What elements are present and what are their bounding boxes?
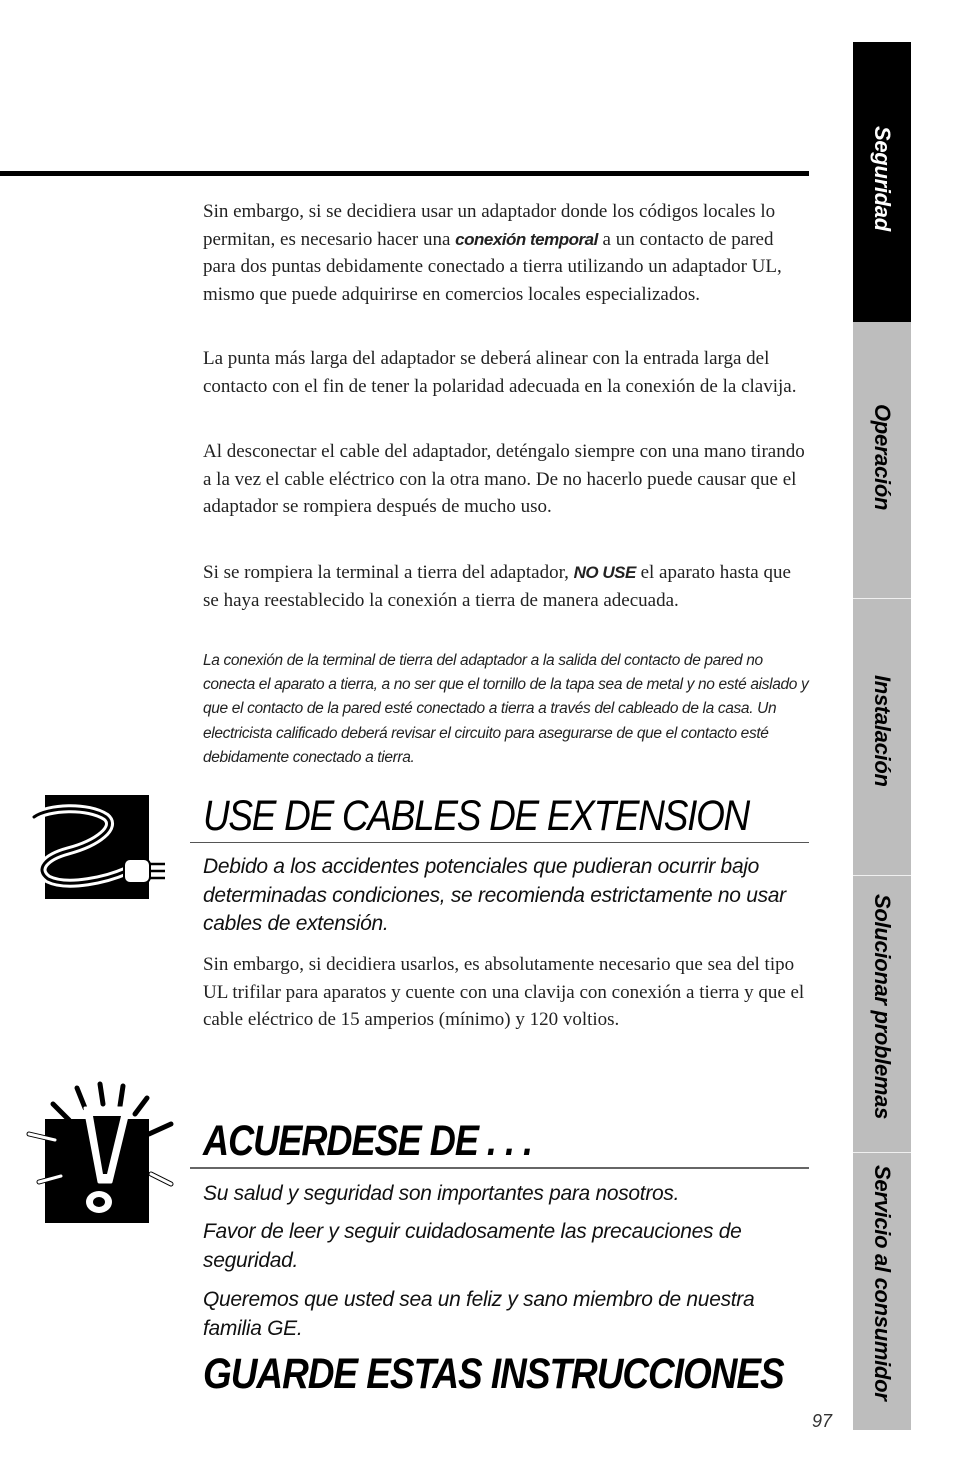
remember-heading: ACUERDESE DE . . . <box>203 1117 533 1165</box>
paragraph-text: Al desconectar el cable del adaptador, deténgalo siempre con una mano tirando a la vez el cable eléctrico con la otra mano. De no hacerlo puede causar que el adaptador se rompiera después de mucho uso. <box>203 441 805 518</box>
paragraph-broken-terminal <box>203 559 809 614</box>
tab-solucionar-problemas[interactable] <box>853 876 911 1152</box>
remember-text: Su salud y seguridad son importantes para nosotros. <box>203 1182 680 1205</box>
grounding-note: La conexión de la terminal de tierra del adaptador a la salida del contacto de pared no conecta el aparato a tierra, a no ser que el tornillo de la tapa sea de metal y no esté aislado y que el contacto de la pared esté conectado a tierra a través del cableado de la casa. Un electricista calificado deberá revisar el circuito para asegurarse de que el contacto esté debidamente conectado a tierra. <box>203 652 809 766</box>
extension-heading: USE DE CABLES DE EXTENSION <box>203 792 749 840</box>
tab-servicio-al-consumidor[interactable] <box>853 1153 911 1430</box>
tab-label: Seguridad <box>870 126 895 231</box>
paragraph-temporary-connection <box>203 198 809 309</box>
section-tabs <box>853 42 911 1430</box>
tab-instalacion[interactable] <box>853 599 911 875</box>
paragraph-text: Sin embargo, si se decidiera usar un adaptador donde los códigos locales lo permitan, es necesario hacer una <box>203 201 776 250</box>
keyword-no-use: NO USE <box>573 563 636 582</box>
paragraph-text: el aparato hasta que se haya reestablecido la conexión a tierra de manera adecuada. <box>203 562 791 611</box>
tab-label: Servicio al consumidor <box>870 1165 895 1401</box>
tab-label: Operación <box>870 404 895 511</box>
remember-rule <box>190 1167 809 1169</box>
remember-text: Favor de leer y seguir cuidadosamente las precauciones de seguridad. <box>203 1220 742 1272</box>
paragraph-disconnect <box>203 438 809 521</box>
page-number: 97 <box>812 1411 833 1431</box>
save-instructions-heading: GUARDE ESTAS INSTRUCCIONES <box>203 1350 784 1398</box>
paragraph-text: a un contacto de pared para dos puntas debidamente conectado a tierra utilizando un adaptador UL, mismo que puede adquirirse en comercios locales especializados. <box>203 228 782 306</box>
remember-text: Queremos que usted sea un feliz y sano miembro de nuestra familia GE. <box>203 1288 755 1340</box>
top-rule <box>0 171 809 176</box>
extension-rule <box>190 842 809 843</box>
tab-operacion[interactable] <box>853 322 911 598</box>
extension-warning-text: Debido a los accidentes potenciales que pudieran ocurrir bajo determinadas condiciones, se recomienda estrictamente no usar cables de extensión. <box>203 855 786 935</box>
paragraph-text: Sin embargo, si decidiera usarlos, es absolutamente necesario que sea del tipo UL trifilar para aparatos y cuente con una clavija con conexión a tierra y que el cable eléctrico de 15 amperios (mínimo) y 120 voltios. <box>203 954 805 1031</box>
paragraph-polarity <box>203 345 809 400</box>
remember-line-2 <box>203 1218 809 1275</box>
tab-label: Solucionar problemas <box>870 894 895 1120</box>
extension-warning <box>203 853 809 939</box>
keyword-temporary-connection: conexión temporal <box>455 229 598 249</box>
remember-line-1 <box>203 1180 809 1209</box>
exclamation-burst-icon <box>25 1078 175 1228</box>
tab-seguridad[interactable] <box>853 42 911 322</box>
extension-cord-plug-icon <box>28 795 178 905</box>
tab-label: Instalación <box>870 675 895 787</box>
remember-line-3 <box>203 1286 809 1343</box>
paragraph-text: Si se rompiera la terminal a tierra del adaptador, <box>203 562 574 583</box>
paragraph-text: La punta más larga del adaptador se deberá alinear con la entrada larga del contacto con el fin de tener la polaridad adecuada en la conexión de la clavija. <box>203 348 797 397</box>
extension-requirements <box>203 951 809 1034</box>
